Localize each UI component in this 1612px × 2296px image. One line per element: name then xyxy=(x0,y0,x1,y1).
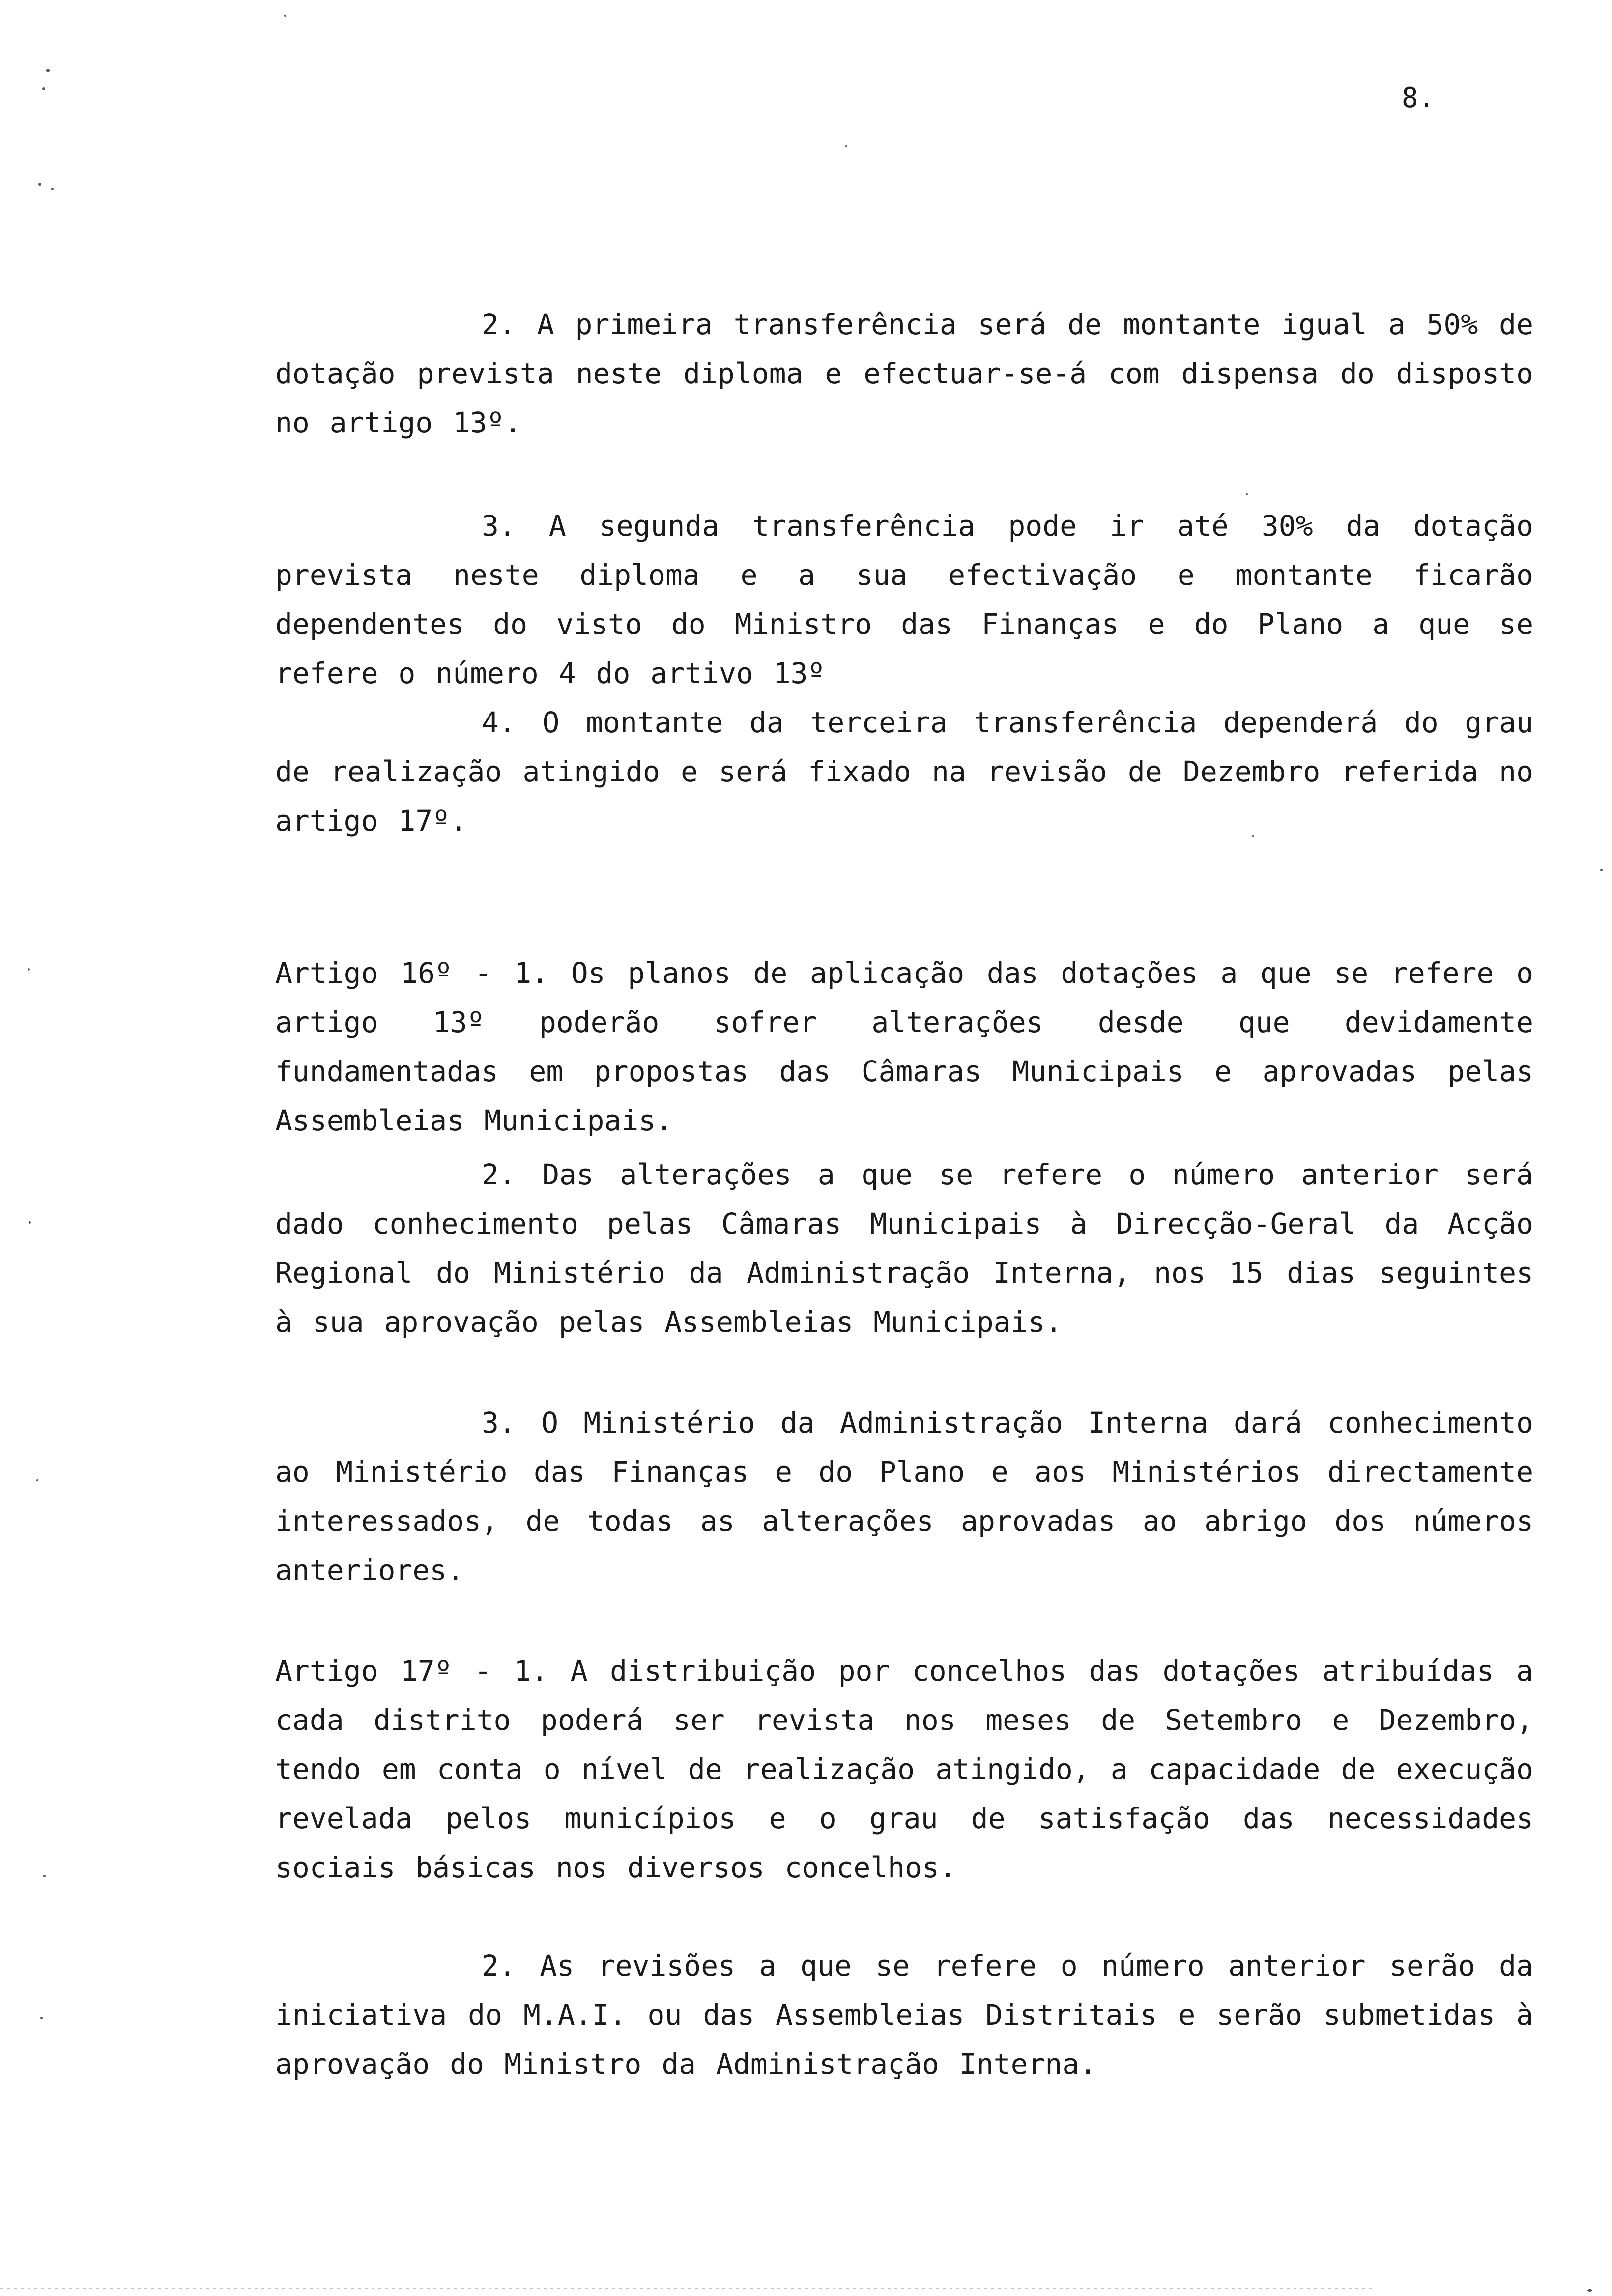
scan-speck xyxy=(42,87,45,90)
article-17-paragraph-2: 2. As revisões a que se refere o número anterior serão da iniciativa do M.A.I. ou das Assembleias Distritais e serão submetidas à aprovação do Ministro da Administração Interna. xyxy=(275,1949,1533,2081)
scan-speck xyxy=(284,15,286,17)
article-16-paragraph-1: Artigo 16º - 1. Os planos de aplicação das dotações a que se refere o artigo 13º poderão sofrer alterações desde que devidamente fundamentadas em propostas das Câmaras Municipais e aprovadas pelas Assembleias Municipais. xyxy=(275,956,1533,1137)
scan-speck xyxy=(36,1479,38,1481)
article-16-paragraph-2: 2. Das alterações a que se refere o número anterior será dado conhecimento pelas Câmaras Municipais à Direcção-Geral da Acção Regional do Ministério da Administração Interna, nos 15 dias seguintes à sua aprovação pelas Assembleias Municipais. xyxy=(275,1158,1533,1339)
scan-speck xyxy=(43,1875,46,1877)
scan-speck xyxy=(40,2017,43,2019)
paragraph-2: 2. A primeira transferência será de montante igual a 50% de dotação prevista neste diploma e efectuar-se-á com dispensa do disposto no artigo 13º. xyxy=(275,308,1533,439)
page-number: 8. xyxy=(1402,82,1435,114)
scan-speck xyxy=(51,188,54,190)
scan-speck xyxy=(29,1221,31,1224)
scan-speck xyxy=(28,968,30,971)
scan-speck xyxy=(1600,869,1603,871)
scan-speck xyxy=(845,145,847,147)
article-16-paragraph-3: 3. O Ministério da Administração Interna dará conhecimento ao Ministério das Finanças e do Plano e aos Ministérios directamente interessados, de todas as alterações aprovadas ao abrigo dos números anteriores. xyxy=(275,1406,1533,1587)
paragraph-3: 3. A segunda transferência pode ir até 30% da dotação prevista neste diploma e a sua efectivação e montante ficarão dependentes do visto do Ministro das Finanças e do Plano a que se refere o número 4 do artivo 13º xyxy=(275,509,1533,690)
scan-speck xyxy=(1246,493,1248,495)
scan-speck xyxy=(1252,835,1254,837)
paragraph-4: 4. O montante da terceira transferência dependerá do grau de realização atingido e será fixado na revisão de Dezembro referida no artigo 17º. xyxy=(275,706,1533,837)
scan-bottom-edge xyxy=(0,2288,1376,2289)
article-17-paragraph-1: Artigo 17º - 1. A distribuição por concelhos das dotações atribuídas a cada distrito poderá ser revista nos meses de Setembro e Dezembro, tendo em conta o nível de realização atingido, a capacidade de execução revelada pelos municípios e o grau de satisfação das necessidades sociais básicas nos diversos concelhos. xyxy=(275,1654,1533,1884)
scan-speck xyxy=(38,183,41,186)
scan-speck xyxy=(1587,2289,1592,2292)
scan-speck xyxy=(46,69,50,72)
